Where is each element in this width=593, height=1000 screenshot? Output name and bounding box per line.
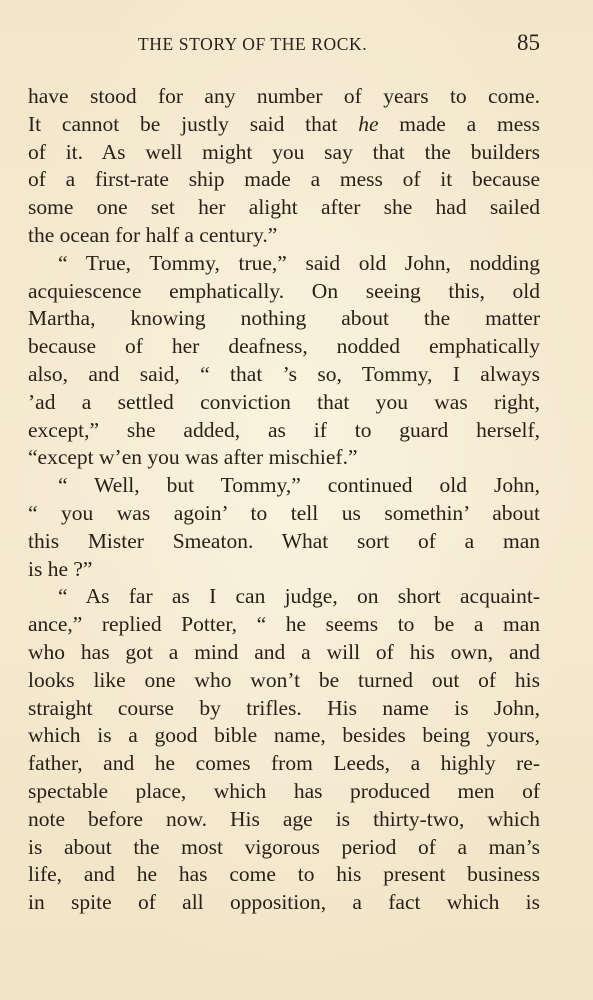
text-line: the ocean for half a century.” <box>28 222 278 247</box>
running-title: THE STORY OF THE ROCK. <box>138 34 368 54</box>
text-line: “ Well, but Tommy,” continued old John, <box>58 473 540 498</box>
text-line: “ True, Tommy, true,” said old John, nodding <box>58 250 540 275</box>
text-line: have stood for any number of years to come. <box>28 84 540 108</box>
text-line: Martha, knowing nothing about the matter <box>28 306 540 331</box>
italic-word: he <box>358 111 379 136</box>
text-line: in spite of all opposition, a fact which is <box>28 890 540 915</box>
text-line: “ you was agoin’ to tell us somethin’ about <box>28 500 540 525</box>
body-text <box>28 83 540 917</box>
text-line: note before now. His age is thirty-two, which <box>28 806 540 831</box>
text-line: “ As far as I can judge, on short acquaint- <box>58 584 540 609</box>
text-line: life, and he has come to his present business <box>28 862 540 887</box>
text-line: ance,” replied Potter, “ he seems to be a man <box>28 612 540 637</box>
text-line: “except w’en you was after mischief.” <box>28 445 358 470</box>
text-line: also, and said, “ that ’s so, Tommy, I always <box>28 361 540 386</box>
text-line: of a first-rate ship made a mess of it because <box>28 167 540 192</box>
text-line: looks like one who won’t be turned out of his <box>28 667 540 692</box>
text-line: father, and he comes from Leeds, a highly re- <box>28 751 540 776</box>
text-line: except,” she added, as if to guard herself, <box>28 417 540 442</box>
text-line: this Mister Smeaton. What sort of a man <box>28 528 540 553</box>
text-line: is about the most vigorous period of a man’s <box>28 834 540 859</box>
page-header <box>28 30 540 60</box>
text-line: is he ?” <box>28 556 93 581</box>
text-line: of it. As well might you say that the builders <box>28 139 540 164</box>
text-line: acquiescence emphatically. On seeing this, old <box>28 278 540 303</box>
text-line: some one set her alight after she had sailed <box>28 195 540 220</box>
text-line: ’ad a settled conviction that you was right, <box>28 389 540 414</box>
text-line: spectable place, which has produced men of <box>28 778 540 803</box>
text-line: because of her deafness, nodded emphatically <box>28 334 540 359</box>
text-line: straight course by trifles. His name is John, <box>28 695 540 720</box>
text-line: It cannot be justly said that he made a mess <box>28 111 540 136</box>
page-number: 85 <box>517 30 540 55</box>
text-line: which is a good bible name, besides being yours, <box>28 723 540 748</box>
text-line: who has got a mind and a will of his own, and <box>28 639 540 664</box>
